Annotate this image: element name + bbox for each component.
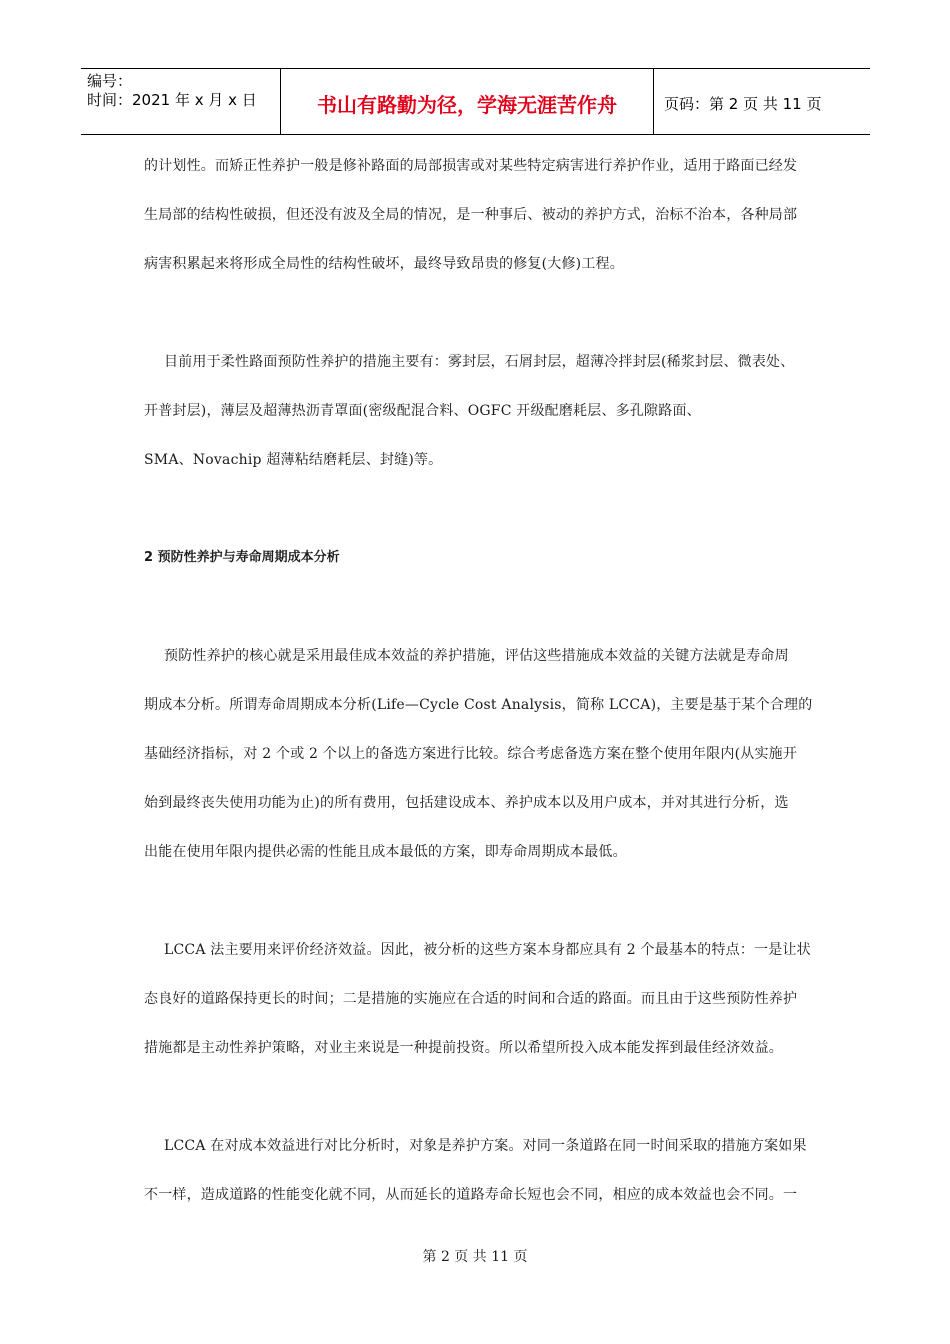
- header-motto: 书山有路勤为径，学海无涯苦作舟: [281, 69, 654, 134]
- text-line: 出能在使用年限内提供必需的性能且成本最低的方案，即寿命周期成本最低。: [144, 844, 627, 860]
- header-meta: [81, 69, 281, 134]
- text-line: SMA、Novachip 超薄粘结磨耗层、封缝)等。: [144, 452, 443, 468]
- text-line: 不一样，造成道路的性能变化就不同，从而延长的道路寿命长短也会不同，相应的成本效益也会不同。一: [144, 1187, 798, 1203]
- text-line: 目前用于柔性路面预防性养护的措施主要有：雾封层，石屑封层，超薄冷拌封层(稀浆封层、微表处、: [164, 354, 795, 370]
- paragraph-5: [144, 1133, 808, 1231]
- text-line: 的计划性。而矫正性养护一般是修补路面的局部损害或对某些特定病害进行养护作业，适用于路面已经发: [144, 158, 798, 174]
- text-line: 预防性养护的核心就是采用最佳成本效益的养护措施，评估这些措施成本效益的关键方法就是寿命周: [164, 648, 789, 664]
- text-line: 开普封层)，薄层及超薄热沥青罩面(密级配混合料、OGFC 开级配磨耗层、多孔隙路面、: [144, 403, 701, 419]
- number-label: 编号：: [87, 72, 133, 90]
- page-header: [81, 68, 870, 135]
- paragraph-2: [144, 349, 808, 496]
- header-page-label: 页码：第 2 页 共 11 页: [664, 95, 822, 113]
- paragraph-1: [144, 153, 808, 300]
- text-line: 基础经济指标，对 2 个或 2 个以上的备选方案进行比较。综合考虑备选方案在整个使用年限内(从实施开: [144, 746, 798, 762]
- text-line: 始到最终丧失使用功能为止)的所有费用，包括建设成本、养护成本以及用户成本，并对其进行分析，选: [144, 795, 789, 811]
- section-heading: 2 预防性养护与寿命周期成本分析: [144, 550, 340, 565]
- text-line: 措施都是主动性养护策略，对业主来说是一种提前投资。所以希望所投入成本能发挥到最佳经济效益。: [144, 1040, 783, 1056]
- text-line: 态良好的道路保持更长的时间；二是措施的实施应在合适的时间和合适的路面。而且由于这些预防性养护: [144, 991, 798, 1007]
- document-body: [144, 153, 813, 1231]
- text-line: LCCA 法主要用来评价经济效益。因此，被分析的这些方案本身都应具有 2 个最基本的特点：一是让状: [164, 942, 811, 958]
- paragraph-4: [144, 937, 811, 1084]
- text-line: 生局部的结构性破损，但还没有波及全局的情况，是一种事后、被动的养护方式，治标不治本，各种局部: [144, 207, 798, 223]
- paragraph-3: [144, 643, 813, 888]
- text-line: 期成本分析。所谓寿命周期成本分析(Life—Cycle Cost Analysis，简称 LCCA)，主要是基于某个合理的: [144, 697, 813, 713]
- text-line: LCCA 在对成本效益进行对比分析时，对象是养护方案。对同一条道路在同一时间采取的措施方案如果: [164, 1138, 807, 1154]
- page-footer: 第 2 页 共 11 页: [422, 1249, 528, 1265]
- date-label: 时间：2021 年 x 月 x 日: [87, 91, 257, 109]
- text-line: 病害积累起来将形成全局性的结构性破坏，最终导致昂贵的修复(大修)工程。: [144, 256, 624, 272]
